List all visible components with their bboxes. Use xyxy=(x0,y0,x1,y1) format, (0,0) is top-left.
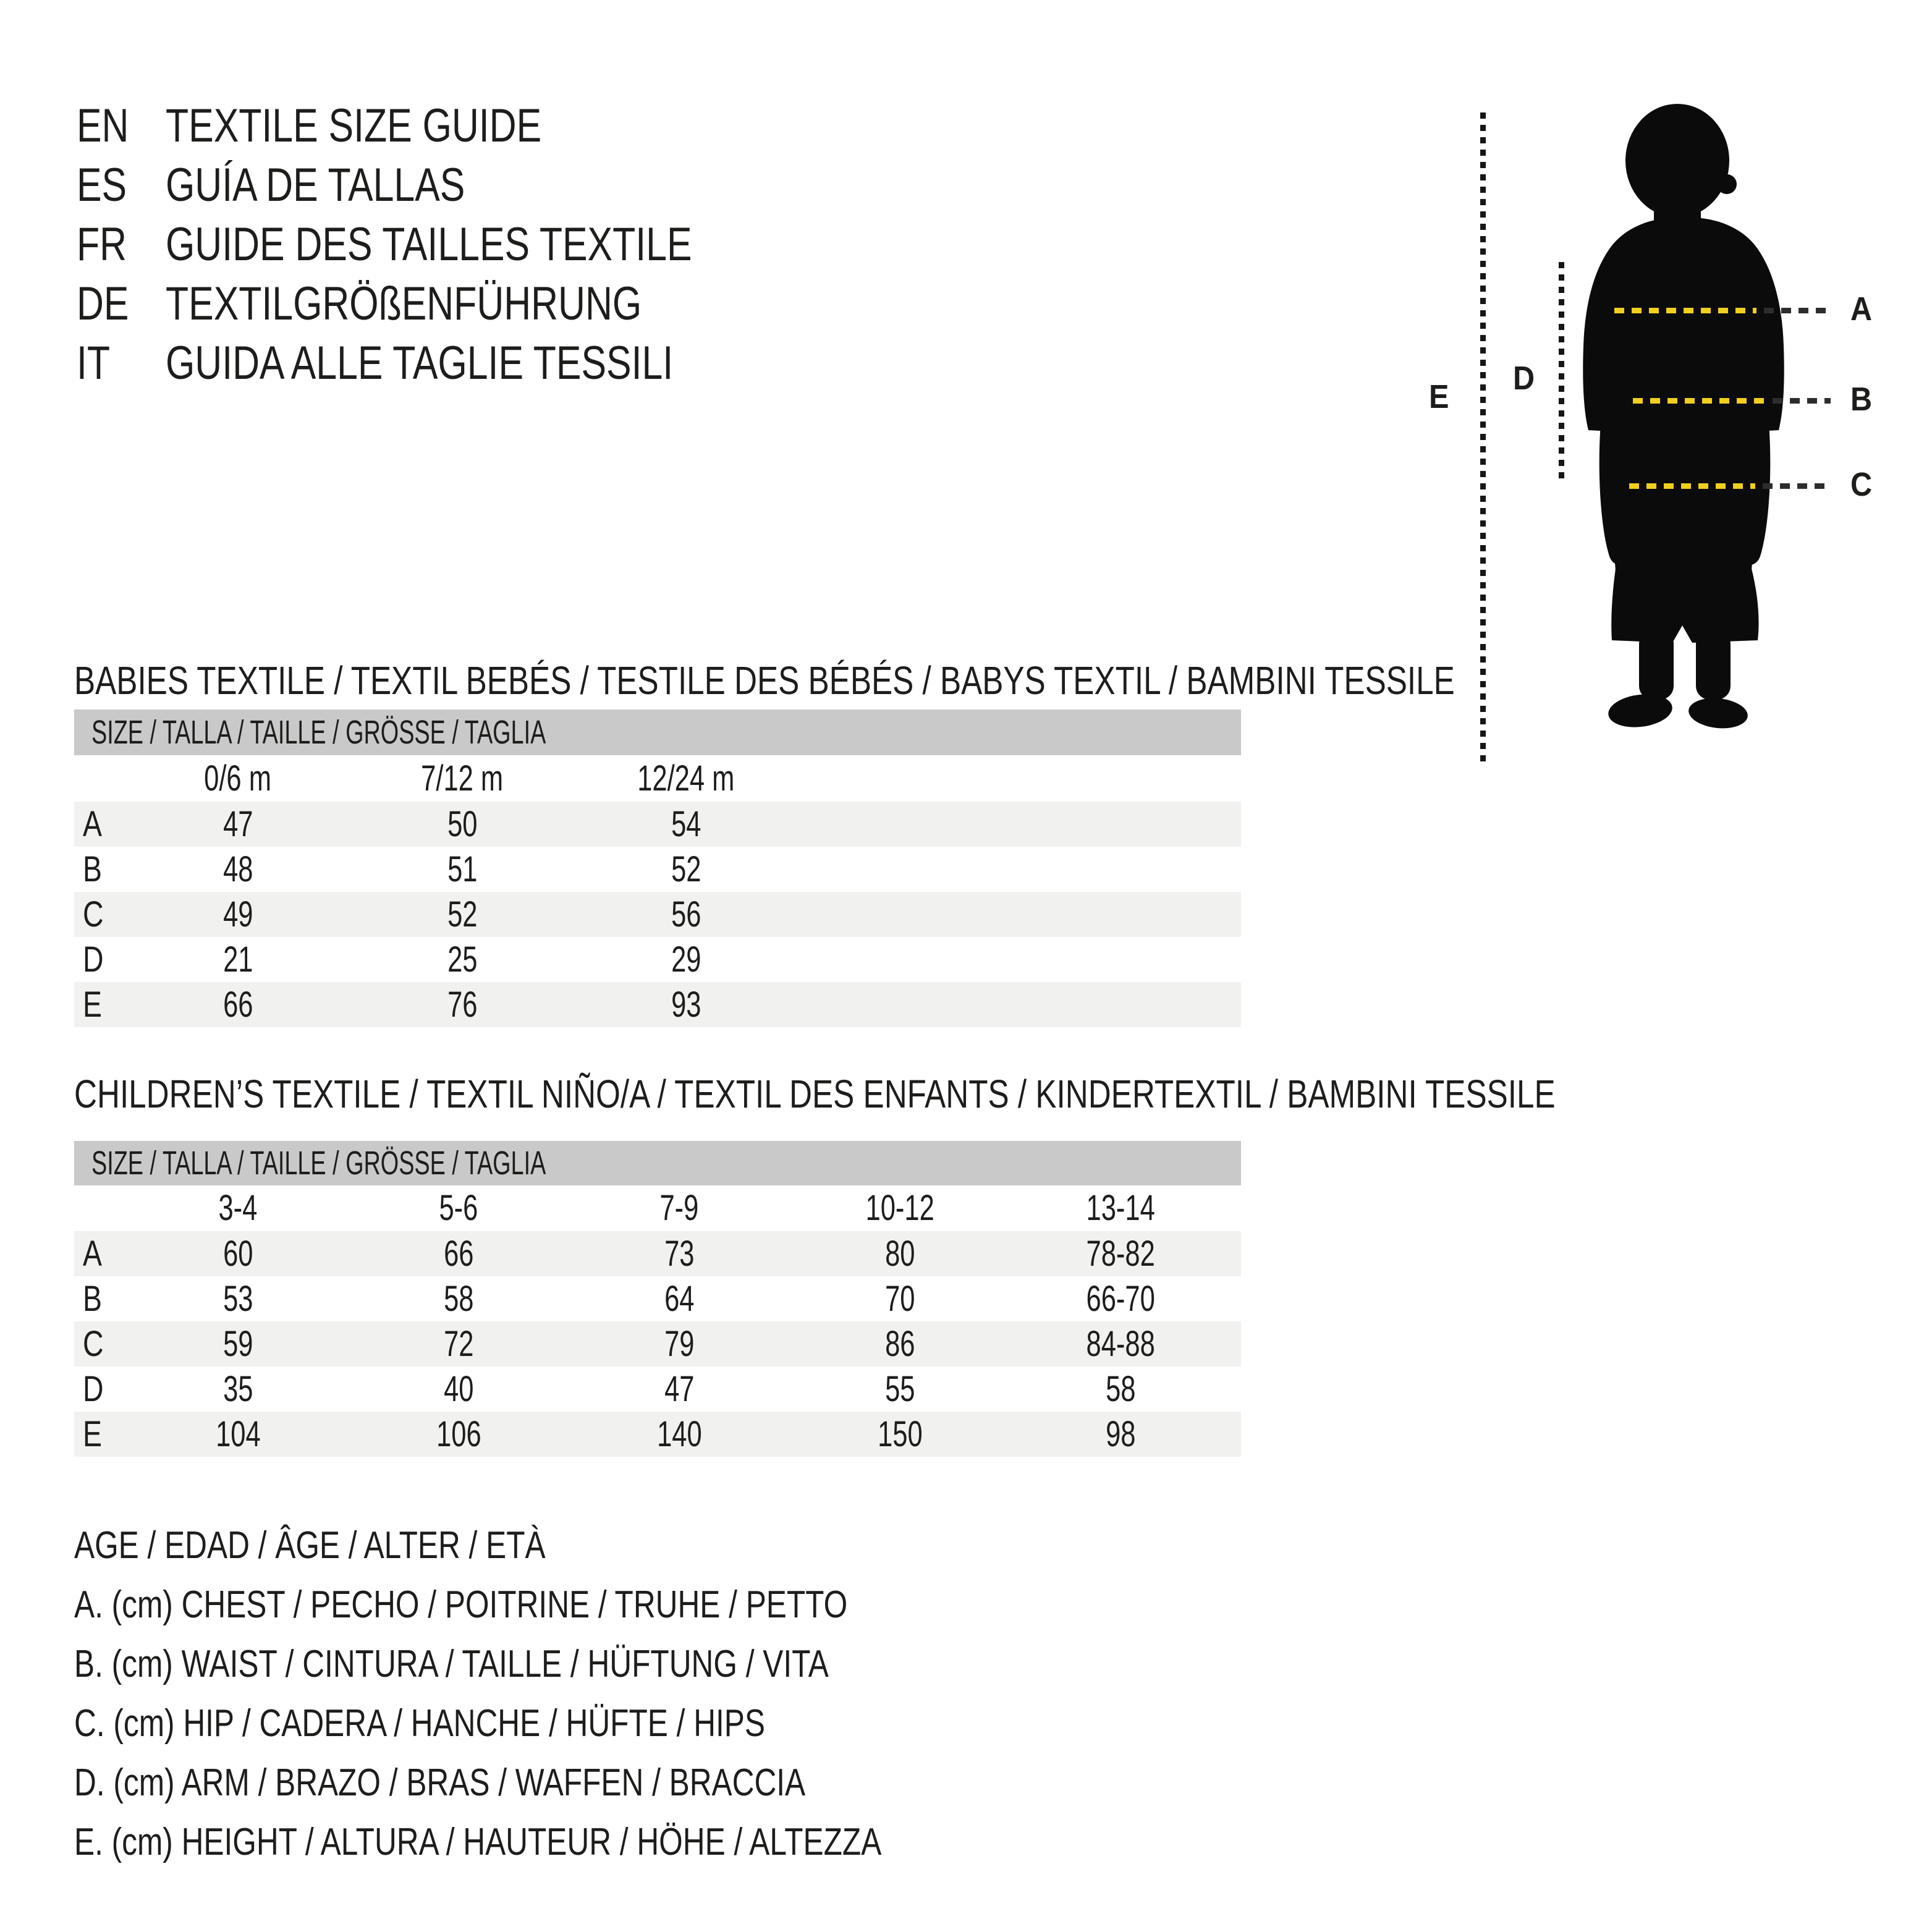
chest-dash-yellow xyxy=(1614,308,1756,313)
cell: 66 xyxy=(222,985,253,1025)
language-title-list xyxy=(77,96,823,393)
cell: 47 xyxy=(222,804,253,844)
row-label: D xyxy=(83,1369,104,1409)
lang-row-de xyxy=(77,274,823,334)
cell: 55 xyxy=(884,1369,915,1409)
waist-dash-dark xyxy=(1773,398,1831,404)
babies-row-B xyxy=(74,847,1241,892)
legend-arm: D. (cm) ARM / BRAZO / BRAS / WAFFEN / BRACCIA xyxy=(74,1761,806,1804)
cell: 29 xyxy=(671,939,701,980)
cell: 40 xyxy=(443,1369,474,1409)
babies-col-2: 12/24 m xyxy=(637,758,735,799)
cell: 59 xyxy=(222,1324,253,1364)
children-section-heading: CHILDREN’S TEXTILE / TEXTIL NIÑO/A / TEXTIL DES ENFANTS / KINDERTEXTIL / BAMBINI TESSILE xyxy=(74,1072,1556,1116)
figure-label-A: A xyxy=(1850,290,1873,328)
row-label: C xyxy=(83,894,104,934)
babies-row-D xyxy=(74,937,1241,982)
children-row-E xyxy=(74,1412,1241,1457)
waist-dash-yellow xyxy=(1633,398,1765,404)
cell: 78-82 xyxy=(1086,1234,1155,1274)
cell: 47 xyxy=(664,1369,695,1409)
row-label: E xyxy=(83,985,102,1025)
cell: 150 xyxy=(877,1414,923,1454)
babies-col-1: 7/12 m xyxy=(421,758,504,799)
lang-title-fr: GUIDE DES TAILLES TEXTILE xyxy=(166,218,692,271)
lang-title-es: GUÍA DE TALLAS xyxy=(166,159,465,211)
cell: 58 xyxy=(1105,1369,1136,1409)
babies-row-A xyxy=(74,802,1241,847)
babies-column-header-row xyxy=(74,755,1241,802)
babies-row-C xyxy=(74,892,1241,937)
lang-title-it: GUIDA ALLE TAGLIE TESSILI xyxy=(166,337,674,389)
cell: 72 xyxy=(443,1324,474,1364)
cell: 60 xyxy=(222,1234,253,1274)
lang-row-es xyxy=(77,156,823,215)
lang-code-it: IT xyxy=(77,337,111,389)
babies-size-header-bar: SIZE / TALLA / TAILLE / GRÖSSE / TAGLIA xyxy=(74,710,1241,755)
cell: 64 xyxy=(664,1279,695,1319)
lang-code-es: ES xyxy=(77,159,127,211)
lang-title-de: TEXTILGRÖßENFÜHRUNG xyxy=(166,278,642,330)
cell: 98 xyxy=(1105,1414,1136,1454)
cell: 140 xyxy=(656,1414,702,1454)
cell: 73 xyxy=(664,1234,695,1274)
cell: 70 xyxy=(884,1279,915,1319)
cell: 80 xyxy=(884,1234,915,1274)
hip-dash-dark xyxy=(1763,483,1831,489)
cell: 50 xyxy=(447,804,478,844)
cell: 25 xyxy=(447,939,478,980)
row-label: C xyxy=(83,1324,104,1364)
lang-row-it xyxy=(77,334,823,393)
cell: 49 xyxy=(222,894,253,934)
cell: 48 xyxy=(222,849,253,889)
cell: 58 xyxy=(443,1279,474,1319)
cell: 86 xyxy=(884,1324,915,1364)
babies-section-heading: BABIES TEXTILE / TEXTIL BEBÉS / TESTILE DES BÉBÉS / BABYS TEXTIL / BAMBINI TESSILE xyxy=(74,658,1455,703)
children-size-header-bar: SIZE / TALLA / TAILLE / GRÖSSE / TAGLIA xyxy=(74,1141,1241,1185)
lang-code-de: DE xyxy=(77,278,129,330)
lang-title-en: TEXTILE SIZE GUIDE xyxy=(166,100,542,152)
figure-label-E: E xyxy=(1429,378,1449,415)
cell: 104 xyxy=(215,1414,261,1454)
cell: 106 xyxy=(436,1414,481,1454)
children-col-2: 7-9 xyxy=(659,1188,699,1228)
cell: 76 xyxy=(447,985,478,1025)
lang-row-en xyxy=(77,96,823,156)
children-row-D xyxy=(74,1366,1241,1412)
row-label: D xyxy=(83,939,104,980)
babies-col-0: 0/6 m xyxy=(204,758,272,799)
cell: 66-70 xyxy=(1086,1279,1155,1319)
cell: 66 xyxy=(443,1234,474,1274)
children-column-header-row xyxy=(74,1185,1241,1231)
row-label: B xyxy=(83,1279,102,1319)
child-silhouette xyxy=(1577,101,1792,733)
children-col-0: 3-4 xyxy=(218,1188,258,1228)
children-row-C xyxy=(74,1321,1241,1366)
cell: 84-88 xyxy=(1086,1324,1155,1364)
cell: 53 xyxy=(222,1279,253,1319)
cell: 52 xyxy=(447,894,478,934)
lang-code-fr: FR xyxy=(77,218,127,271)
cell: 52 xyxy=(671,849,701,889)
figure-label-B: B xyxy=(1850,381,1873,418)
figure-label-D: D xyxy=(1513,360,1535,397)
babies-row-E xyxy=(74,982,1241,1027)
chest-dash-dark xyxy=(1764,308,1831,313)
cell: 79 xyxy=(664,1324,695,1364)
legend-chest: A. (cm) CHEST / PECHO / POITRINE / TRUHE / PETTO xyxy=(74,1583,848,1626)
figure-label-C: C xyxy=(1850,466,1873,503)
row-label: A xyxy=(83,1234,102,1274)
legend-age: AGE / EDAD / ÂGE / ALTER / ETÀ xyxy=(74,1524,546,1567)
row-label: B xyxy=(83,849,102,889)
children-col-1: 5-6 xyxy=(439,1188,478,1228)
legend-hip: C. (cm) HIP / CADERA / HANCHE / HÜFTE / HIPS xyxy=(74,1702,765,1745)
hip-dash-yellow xyxy=(1629,483,1755,489)
cell: 51 xyxy=(447,849,478,889)
cell: 21 xyxy=(222,939,253,980)
children-col-3: 10-12 xyxy=(865,1188,934,1228)
cell: 54 xyxy=(671,804,701,844)
row-label: E xyxy=(83,1414,102,1454)
lang-code-en: EN xyxy=(77,100,129,152)
legend-waist: B. (cm) WAIST / CINTURA / TAILLE / HÜFTUNG / VITA xyxy=(74,1643,829,1685)
measurement-legend xyxy=(74,1516,1083,1872)
arm-guide-line-D xyxy=(1559,262,1564,480)
lang-row-fr xyxy=(77,215,823,274)
row-label: A xyxy=(83,804,102,844)
children-row-B xyxy=(74,1276,1241,1321)
legend-height: E. (cm) HEIGHT / ALTURA / HAUTEUR / HÖHE / ALTEZZA xyxy=(74,1821,882,1863)
children-col-4: 13-14 xyxy=(1086,1188,1155,1228)
children-row-A xyxy=(74,1231,1241,1276)
cell: 93 xyxy=(671,985,701,1025)
cell: 56 xyxy=(671,894,701,934)
cell: 35 xyxy=(222,1369,253,1409)
